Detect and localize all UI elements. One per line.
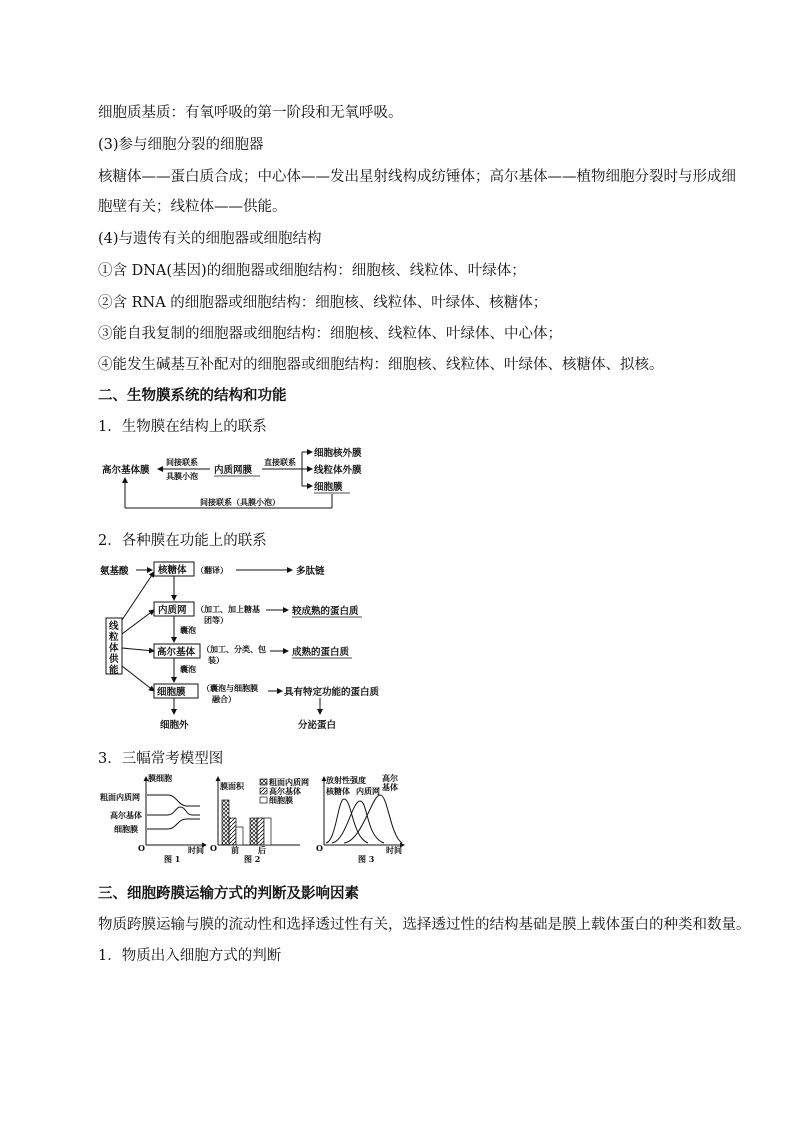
fig2-bar-1-2: [264, 818, 271, 845]
text-division-title: (3)参与细胞分裂的细胞器: [98, 137, 264, 153]
membrane-note-2: 融合）: [212, 694, 236, 704]
heading-membrane-system: 二、生物膜系统的结构和功能: [98, 388, 287, 404]
fig3-series-er: 内质网: [356, 786, 380, 796]
fig1-series-er: 粗面内质网: [100, 792, 140, 802]
cell-membrane-box-label: 细胞膜: [157, 687, 186, 698]
immature-protein-label: 较成熟的蛋白质: [292, 606, 359, 617]
fig1-ylabel: 膜细胞: [148, 773, 172, 783]
fig3-golgi-1: 高尔: [382, 773, 398, 783]
fig2-legend-golgi: 高尔基体: [269, 786, 301, 796]
text-division-line1: 核糖体——蛋白质合成；中心体——发出星射线构成纺锤体；高尔基体——植物细胞分裂时与形成细: [98, 169, 736, 185]
figure-3: [316, 773, 404, 864]
mito-char-3: 体: [109, 643, 119, 654]
mito-char-4: 供: [109, 654, 119, 665]
fig2-legend-golgi-swatch: [260, 788, 267, 794]
text-division-line2: 胞壁有关；线粒体——供能。: [98, 199, 287, 215]
indirect-label-top: 间接联系: [166, 457, 198, 467]
fig2-legend-membrane-swatch: [260, 797, 267, 803]
figure-1: [100, 773, 206, 864]
text-models: 3．三幅常考模型图: [98, 751, 224, 767]
fig1-xlabel: 时间: [188, 845, 204, 855]
membrane-function-diagram: [100, 556, 400, 736]
mature-protein-label: 成熟的蛋白质: [292, 647, 350, 658]
polypeptide-label: 多肽链: [296, 566, 325, 577]
fig1-line-membrane: [147, 819, 200, 829]
text-dna: ①含 DNA(基因)的细胞器或细胞结构：细胞核、线粒体、叶绿体；: [98, 263, 526, 279]
membrane-note-1: （囊泡与细胞膜: [202, 683, 258, 693]
fig3-series-ribosome: 核糖体: [326, 786, 350, 796]
ribosome-label: 核糖体: [158, 565, 187, 576]
extracellular-label: 细胞外: [160, 720, 189, 731]
vesicle-2-label: 囊泡: [180, 664, 196, 674]
fig1-series-membrane: 细胞膜: [114, 824, 138, 834]
fig2-legend-er-swatch: [260, 779, 267, 785]
er-membrane-label: 内质网膜: [214, 465, 253, 476]
golgi-note-2: 装）: [208, 655, 224, 665]
fig2-bar-1-0: [250, 818, 257, 845]
text-base-pairing: ④能发生碱基互补配对的细胞器或细胞结构：细胞核、线粒体、叶绿体、核糖体、拟核。: [98, 357, 664, 373]
text-replication: ③能自我复制的细胞器或细胞结构：细胞核、线粒体、叶绿体、中心体；: [98, 326, 562, 342]
membrane-structure-diagram: [100, 442, 390, 514]
fig2-bar-0-0: [222, 800, 229, 845]
figure-2: [210, 777, 309, 864]
text-rna: ②含 RNA 的细胞器或细胞结构：细胞核、线粒体、叶绿体、核糖体；: [98, 295, 548, 311]
nuclear-membrane-label: 细胞核外膜: [314, 448, 362, 459]
fig2-bar-1-1: [257, 818, 264, 845]
fig3-title: 图 3: [358, 854, 375, 864]
model-charts: [100, 773, 420, 865]
indirect-label-bottom: 具膜小泡: [166, 471, 198, 481]
fig2-bar-0-1: [229, 818, 236, 845]
golgi-membrane-label: 高尔基体膜: [102, 465, 150, 476]
fig2-cat-after: 后: [258, 845, 266, 855]
mito-membrane-label: 线粒体外膜: [314, 465, 362, 476]
fig1-line-er: [147, 795, 200, 806]
mito-char-5: 能: [109, 665, 119, 676]
direct-label: 直接联系: [264, 457, 296, 467]
fig2-origin: O: [210, 843, 217, 853]
fig1-series-golgi: 高尔基体: [110, 810, 142, 820]
golgi-note-1: （加工、分类、包: [202, 644, 266, 654]
fig1-title: 图 1: [164, 854, 181, 864]
text-transport-basis: 物质跨膜运输与膜的流动性和选择透过性有关，选择透过性的结构基础是膜上载体蛋白的种类和数量。: [98, 917, 751, 933]
text-cytoplasm: 细胞质基质：有氧呼吸的第一阶段和无氧呼吸。: [98, 105, 403, 121]
translation-label: （翻译）: [196, 565, 228, 575]
fig2-legend-er: 粗面内质网: [269, 777, 309, 787]
fig2-cat-before: 前: [231, 845, 239, 855]
text-transport-judgement: 1．物质出入细胞方式的判断: [98, 948, 282, 964]
fig3-xlabel: 时间: [386, 845, 402, 855]
secreted-protein-label: 分泌蛋白: [298, 720, 337, 731]
cell-membrane-label: 细胞膜: [314, 482, 343, 493]
fig3-origin: O: [316, 843, 323, 853]
golgi-label: 高尔基体: [157, 647, 196, 658]
fig2-ylabel: 膜面积: [220, 781, 244, 791]
vesicle-1-label: 囊泡: [180, 625, 196, 635]
mito-char-2: 粒: [109, 632, 119, 643]
er-note-1: （加工、加上糖基: [196, 604, 260, 614]
er-label: 内质网: [158, 605, 187, 616]
text-genetic-title: (4)与遗传有关的细胞器或细胞结构: [98, 231, 322, 247]
fig2-title: 图 2: [244, 854, 261, 864]
fig3-ylabel: 放射性强度: [326, 775, 366, 785]
text-structure-link: 1．生物膜在结构上的联系: [98, 419, 267, 435]
functional-protein-label: 具有特定功能的蛋白质: [284, 687, 380, 698]
fig3-golgi-2: 基体: [382, 782, 398, 792]
fig2-legend-membrane: 细胞膜: [269, 795, 293, 805]
fig1-line-golgi: [147, 807, 200, 815]
heading-transport: 三、细胞跨膜运输方式的判断及影响因素: [98, 886, 359, 902]
fig3-line-ribosome: [326, 799, 368, 843]
mito-char-1: 线: [109, 621, 119, 632]
text-function-link: 2．各种膜在功能上的联系: [98, 533, 267, 549]
fig1-origin: O: [138, 843, 145, 853]
er-note-2: 团等）: [204, 615, 228, 625]
indirect-bottom-label: 间接联系（具膜小泡）: [200, 497, 280, 507]
fig2-bar-0-2: [236, 827, 243, 845]
amino-acid-label: 氨基酸: [100, 566, 129, 577]
